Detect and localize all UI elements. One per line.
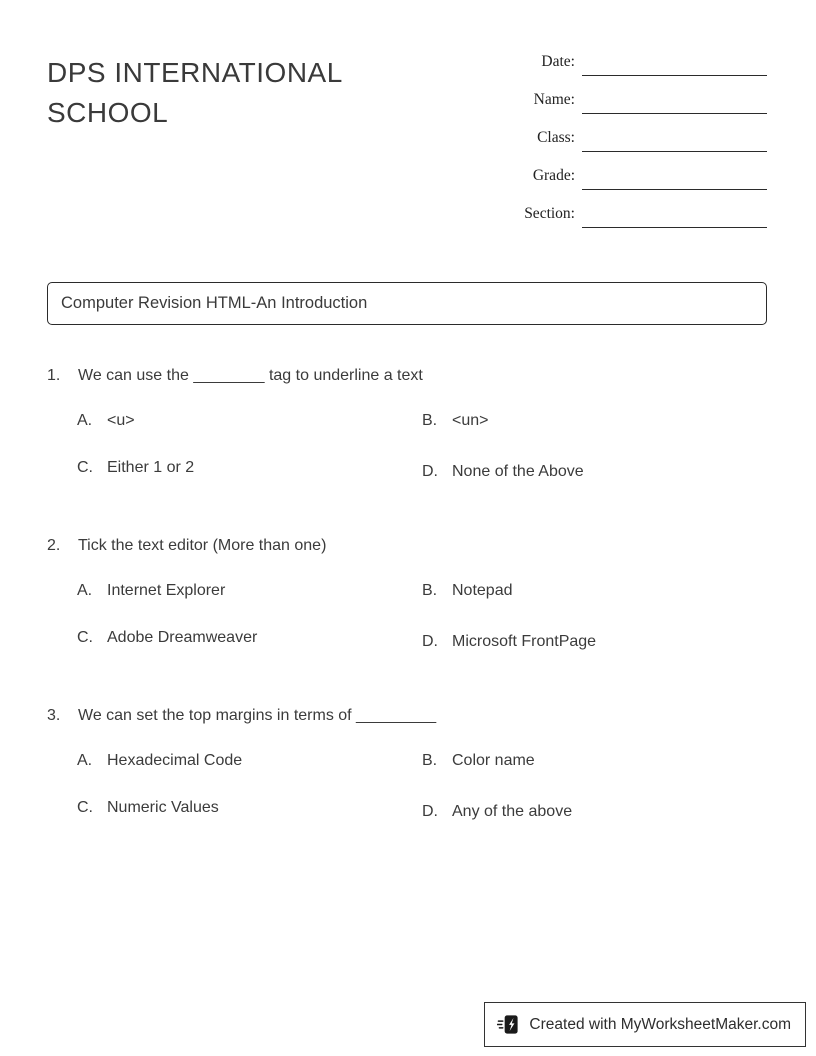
question-1-text (47, 366, 767, 386)
question-3-number: 3. (47, 707, 61, 724)
worksheetmaker-logo-icon (497, 1013, 520, 1036)
option-text: Numeric Values (107, 799, 219, 816)
date-field (479, 52, 767, 72)
section-label: Section: (524, 205, 575, 222)
option-letter: D. (422, 803, 438, 820)
section-field (479, 204, 767, 224)
question-2-option-b (422, 581, 767, 601)
option-text: Microsoft FrontPage (452, 633, 597, 650)
option-letter: A. (77, 752, 93, 769)
date-label: Date: (541, 53, 575, 70)
option-text: Either 1 or 2 (107, 459, 195, 476)
question-3-option-a (77, 751, 422, 771)
name-label: Name: (533, 91, 575, 108)
question-2 (47, 536, 767, 652)
option-text: Adobe Dreamweaver (107, 629, 258, 646)
option-text: <un> (452, 412, 489, 429)
question-3-option-d (422, 802, 767, 822)
section-blank-line (582, 210, 767, 228)
option-letter: B. (422, 752, 438, 769)
option-letter: D. (422, 463, 438, 480)
date-blank-line (582, 58, 767, 76)
option-text: Hexadecimal Code (107, 752, 243, 769)
student-info-fields (479, 50, 767, 242)
option-text: <u> (107, 412, 135, 429)
question-1-option-a (77, 411, 422, 431)
option-letter: A. (77, 412, 93, 429)
question-2-option-a (77, 581, 422, 601)
question-1-prompt: We can use the ________ tag to underline a text (78, 367, 423, 384)
question-2-option-d (422, 632, 767, 652)
question-3-prompt: We can set the top margins in terms of _________ (78, 707, 437, 724)
school-name: DPS INTERNATIONAL SCHOOL (47, 57, 342, 128)
option-letter: D. (422, 633, 438, 650)
question-1-option-b (422, 411, 767, 431)
name-blank-line (582, 96, 767, 114)
header (47, 50, 767, 242)
question-1-option-d (422, 462, 767, 482)
question-3-options (77, 751, 767, 822)
name-field (479, 90, 767, 110)
option-text: None of the Above (452, 463, 584, 480)
option-text: Notepad (452, 582, 513, 599)
worksheet-title-box (47, 282, 767, 325)
grade-field (479, 166, 767, 186)
footer-credit-text: Created with MyWorksheetMaker.com (529, 1015, 791, 1033)
question-3-option-c (77, 798, 422, 822)
option-letter: C. (77, 799, 93, 816)
question-list (47, 366, 767, 822)
grade-blank-line (582, 172, 767, 190)
option-letter: C. (77, 629, 93, 646)
class-label: Class: (537, 129, 575, 146)
option-letter: A. (77, 582, 93, 599)
worksheet-title: Computer Revision HTML-An Introduction (61, 294, 368, 312)
question-2-text (47, 536, 767, 556)
option-letter: B. (422, 582, 438, 599)
class-blank-line (582, 134, 767, 152)
question-3 (47, 706, 767, 822)
question-3-option-b (422, 751, 767, 771)
option-text: Color name (452, 752, 535, 769)
question-2-number: 2. (47, 537, 61, 554)
question-1-number: 1. (47, 367, 61, 384)
question-1 (47, 366, 767, 482)
question-1-option-c (77, 458, 422, 482)
question-3-text (47, 706, 767, 726)
class-field (479, 128, 767, 148)
option-letter: B. (422, 412, 438, 429)
question-1-options (77, 411, 767, 482)
option-text: Internet Explorer (107, 582, 226, 599)
option-text: Any of the above (452, 803, 573, 820)
question-2-options (77, 581, 767, 652)
footer-credit-box (484, 1002, 806, 1047)
question-2-option-c (77, 628, 422, 652)
option-letter: C. (77, 459, 93, 476)
grade-label: Grade: (532, 167, 575, 184)
question-2-prompt: Tick the text editor (More than one) (78, 537, 327, 554)
